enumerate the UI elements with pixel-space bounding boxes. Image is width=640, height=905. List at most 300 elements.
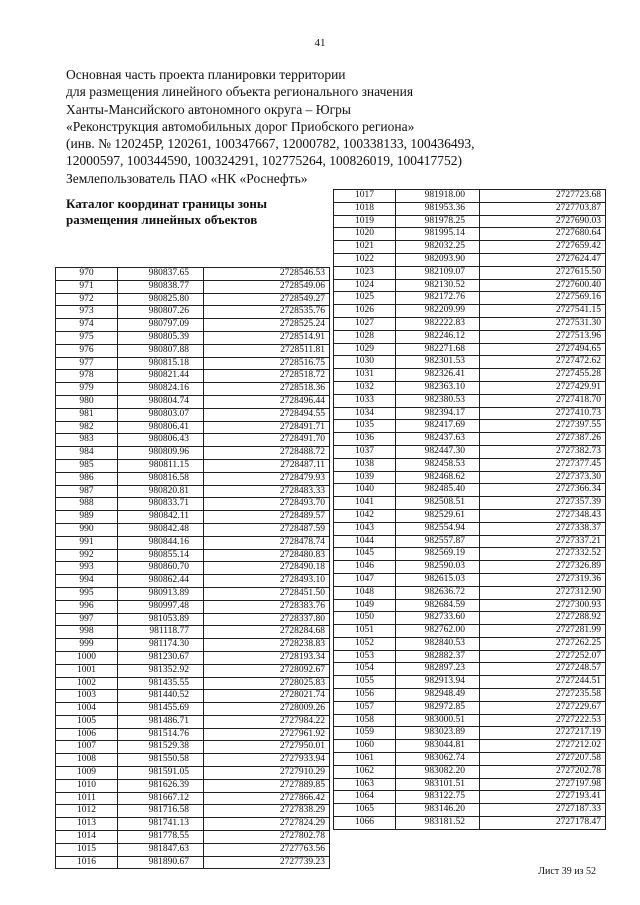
point-number-cell: 979 xyxy=(56,383,118,396)
table-row xyxy=(56,843,330,856)
y-coordinate-cell: 2728549.06 xyxy=(204,280,330,293)
x-coordinate-cell: 982394.17 xyxy=(396,407,480,420)
table-row xyxy=(56,562,330,575)
point-number-cell: 1006 xyxy=(56,728,118,741)
x-coordinate-cell: 981174.30 xyxy=(118,639,204,652)
y-coordinate-cell: 2727472.62 xyxy=(480,356,606,369)
point-number-cell: 1050 xyxy=(334,612,396,625)
table-row xyxy=(334,650,606,663)
point-number-cell: 1000 xyxy=(56,651,118,664)
point-number-cell: 978 xyxy=(56,370,118,383)
table-row xyxy=(56,280,330,293)
table-row xyxy=(334,292,606,305)
point-number-cell: 1035 xyxy=(334,420,396,433)
table-row xyxy=(56,779,330,792)
y-coordinate-cell: 2727494.65 xyxy=(480,343,606,356)
point-number-cell: 990 xyxy=(56,523,118,536)
x-coordinate-cell: 980797.09 xyxy=(118,319,204,332)
y-coordinate-cell: 2728487.11 xyxy=(204,459,330,472)
point-number-cell: 1048 xyxy=(334,586,396,599)
y-coordinate-cell: 2728480.83 xyxy=(204,549,330,562)
y-coordinate-cell: 2728337.80 xyxy=(204,613,330,626)
x-coordinate-cell: 982840.53 xyxy=(396,637,480,650)
y-coordinate-cell: 2728491.70 xyxy=(204,434,330,447)
x-coordinate-cell: 982271.68 xyxy=(396,343,480,356)
y-coordinate-cell: 2728496.44 xyxy=(204,395,330,408)
y-coordinate-cell: 2727348.43 xyxy=(480,509,606,522)
x-coordinate-cell: 980855.14 xyxy=(118,549,204,562)
x-coordinate-cell: 982447.30 xyxy=(396,445,480,458)
table-row xyxy=(334,202,606,215)
point-number-cell: 1064 xyxy=(334,791,396,804)
table-row xyxy=(56,613,330,626)
x-coordinate-cell: 980815.18 xyxy=(118,357,204,370)
x-coordinate-cell: 980913.89 xyxy=(118,587,204,600)
table-row xyxy=(334,663,606,676)
x-coordinate-cell: 981778.55 xyxy=(118,831,204,844)
point-number-cell: 1041 xyxy=(334,497,396,510)
point-number-cell: 1004 xyxy=(56,703,118,716)
x-coordinate-cell: 981053.89 xyxy=(118,613,204,626)
x-coordinate-cell: 982485.40 xyxy=(396,484,480,497)
point-number-cell: 983 xyxy=(56,434,118,447)
y-coordinate-cell: 2728025.83 xyxy=(204,677,330,690)
x-coordinate-cell: 982326.41 xyxy=(396,369,480,382)
header-line: (инв. № 120245Р, 120261, 100347667, 12000782, 100338133, 100436493, xyxy=(66,136,475,152)
table-row xyxy=(334,637,606,650)
table-row xyxy=(334,548,606,561)
y-coordinate-cell: 2727212.02 xyxy=(480,740,606,753)
x-coordinate-cell: 982246.12 xyxy=(396,330,480,343)
x-coordinate-cell: 980811.15 xyxy=(118,459,204,472)
catalog-title xyxy=(66,196,316,228)
point-number-cell: 973 xyxy=(56,306,118,319)
y-coordinate-cell: 2727248.57 xyxy=(480,663,606,676)
table-row xyxy=(56,792,330,805)
x-coordinate-cell: 983122.75 xyxy=(396,791,480,804)
y-coordinate-cell: 2727187.33 xyxy=(480,804,606,817)
y-coordinate-cell: 2727763.56 xyxy=(204,843,330,856)
point-number-cell: 1036 xyxy=(334,433,396,446)
x-coordinate-cell: 980838.77 xyxy=(118,280,204,293)
point-number-cell: 987 xyxy=(56,485,118,498)
table-row xyxy=(334,433,606,446)
table-row xyxy=(334,740,606,753)
point-number-cell: 1063 xyxy=(334,778,396,791)
point-number-cell: 998 xyxy=(56,626,118,639)
point-number-cell: 1024 xyxy=(334,279,396,292)
point-number-cell: 1030 xyxy=(334,356,396,369)
point-number-cell: 988 xyxy=(56,498,118,511)
x-coordinate-cell: 982733.60 xyxy=(396,612,480,625)
table-row xyxy=(334,445,606,458)
y-coordinate-cell: 2728493.10 xyxy=(204,575,330,588)
y-coordinate-cell: 2727193.41 xyxy=(480,791,606,804)
x-coordinate-cell: 983044.81 xyxy=(396,740,480,753)
point-number-cell: 1032 xyxy=(334,381,396,394)
y-coordinate-cell: 2728514.91 xyxy=(204,331,330,344)
y-coordinate-cell: 2727319.36 xyxy=(480,573,606,586)
y-coordinate-cell: 2727382.73 xyxy=(480,445,606,458)
table-row xyxy=(56,485,330,498)
table-row xyxy=(334,266,606,279)
point-number-cell: 1039 xyxy=(334,471,396,484)
y-coordinate-cell: 2727889.85 xyxy=(204,779,330,792)
point-number-cell: 980 xyxy=(56,395,118,408)
point-number-cell: 996 xyxy=(56,600,118,613)
y-coordinate-cell: 2727207.58 xyxy=(480,753,606,766)
y-coordinate-cell: 2727910.29 xyxy=(204,767,330,780)
table-row xyxy=(334,343,606,356)
y-coordinate-cell: 2727373.30 xyxy=(480,471,606,484)
point-number-cell: 982 xyxy=(56,421,118,434)
table-row xyxy=(334,714,606,727)
table-row xyxy=(56,331,330,344)
table-row xyxy=(56,434,330,447)
table-row xyxy=(334,497,606,510)
table-row xyxy=(56,703,330,716)
table-row xyxy=(56,357,330,370)
y-coordinate-cell: 2727281.99 xyxy=(480,625,606,638)
x-coordinate-cell: 981918.00 xyxy=(396,190,480,203)
x-coordinate-cell: 980833.71 xyxy=(118,498,204,511)
y-coordinate-cell: 2727312.90 xyxy=(480,586,606,599)
point-number-cell: 1025 xyxy=(334,292,396,305)
table-row xyxy=(334,241,606,254)
x-coordinate-cell: 981995.14 xyxy=(396,228,480,241)
catalog-title-line: размещения линейных объектов xyxy=(66,212,258,227)
point-number-cell: 1046 xyxy=(334,561,396,574)
y-coordinate-cell: 2727455.28 xyxy=(480,369,606,382)
point-number-cell: 1013 xyxy=(56,818,118,831)
x-coordinate-cell: 982130.52 xyxy=(396,279,480,292)
point-number-cell: 977 xyxy=(56,357,118,370)
table-row xyxy=(334,215,606,228)
table-row xyxy=(334,535,606,548)
y-coordinate-cell: 2727659.42 xyxy=(480,241,606,254)
x-coordinate-cell: 983023.89 xyxy=(396,727,480,740)
table-row xyxy=(56,459,330,472)
y-coordinate-cell: 2728451.50 xyxy=(204,587,330,600)
page-number: 41 xyxy=(314,37,326,49)
point-number-cell: 975 xyxy=(56,331,118,344)
table-row xyxy=(334,394,606,407)
y-coordinate-cell: 2727615.50 xyxy=(480,266,606,279)
table-row xyxy=(334,381,606,394)
x-coordinate-cell: 982590.03 xyxy=(396,561,480,574)
table-row xyxy=(334,458,606,471)
table-row xyxy=(334,804,606,817)
x-coordinate-cell: 980860.70 xyxy=(118,562,204,575)
y-coordinate-cell: 2728490.18 xyxy=(204,562,330,575)
x-coordinate-cell: 982948.49 xyxy=(396,689,480,702)
table-row xyxy=(334,253,606,266)
table-row xyxy=(56,600,330,613)
point-number-cell: 1029 xyxy=(334,343,396,356)
coordinates-table-right xyxy=(333,189,606,830)
y-coordinate-cell: 2727680.64 xyxy=(480,228,606,241)
table-row xyxy=(56,587,330,600)
table-row xyxy=(56,447,330,460)
table-row xyxy=(334,727,606,740)
y-coordinate-cell: 2727933.94 xyxy=(204,754,330,767)
point-number-cell: 1040 xyxy=(334,484,396,497)
point-number-cell: 1066 xyxy=(334,817,396,830)
point-number-cell: 1051 xyxy=(334,625,396,638)
y-coordinate-cell: 2727541.15 xyxy=(480,305,606,318)
y-coordinate-cell: 2727513.96 xyxy=(480,330,606,343)
point-number-cell: 1033 xyxy=(334,394,396,407)
point-number-cell: 1037 xyxy=(334,445,396,458)
y-coordinate-cell: 2727326.89 xyxy=(480,561,606,574)
y-coordinate-cell: 2728494.55 xyxy=(204,408,330,421)
x-coordinate-cell: 981847.63 xyxy=(118,843,204,856)
point-number-cell: 1042 xyxy=(334,509,396,522)
table-row xyxy=(334,586,606,599)
y-coordinate-cell: 2728518.36 xyxy=(204,383,330,396)
x-coordinate-cell: 980825.80 xyxy=(118,293,204,306)
x-coordinate-cell: 982554.94 xyxy=(396,522,480,535)
point-number-cell: 992 xyxy=(56,549,118,562)
table-row xyxy=(334,228,606,241)
x-coordinate-cell: 983062.74 xyxy=(396,753,480,766)
point-number-cell: 985 xyxy=(56,459,118,472)
point-number-cell: 1062 xyxy=(334,765,396,778)
x-coordinate-cell: 981118.77 xyxy=(118,626,204,639)
point-number-cell: 1003 xyxy=(56,690,118,703)
y-coordinate-cell: 2727178.47 xyxy=(480,817,606,830)
point-number-cell: 1002 xyxy=(56,677,118,690)
point-number-cell: 991 xyxy=(56,536,118,549)
table-row xyxy=(334,676,606,689)
table-row xyxy=(56,268,330,281)
point-number-cell: 1020 xyxy=(334,228,396,241)
x-coordinate-cell: 981890.67 xyxy=(118,856,204,869)
point-number-cell: 1014 xyxy=(56,831,118,844)
header-line: 12000597, 100344590, 100324291, 102775264, 100826019, 100417752) xyxy=(66,153,462,169)
x-coordinate-cell: 981440.52 xyxy=(118,690,204,703)
x-coordinate-cell: 983082.20 xyxy=(396,765,480,778)
y-coordinate-cell: 2728488.72 xyxy=(204,447,330,460)
point-number-cell: 986 xyxy=(56,472,118,485)
y-coordinate-cell: 2727950.01 xyxy=(204,741,330,754)
x-coordinate-cell: 982569.19 xyxy=(396,548,480,561)
y-coordinate-cell: 2727338.37 xyxy=(480,522,606,535)
table-row xyxy=(334,407,606,420)
table-row xyxy=(334,369,606,382)
x-coordinate-cell: 982380.53 xyxy=(396,394,480,407)
y-coordinate-cell: 2727600.40 xyxy=(480,279,606,292)
x-coordinate-cell: 980821.44 xyxy=(118,370,204,383)
table-row xyxy=(56,767,330,780)
y-coordinate-cell: 2727824.29 xyxy=(204,818,330,831)
point-number-cell: 972 xyxy=(56,293,118,306)
y-coordinate-cell: 2728489.57 xyxy=(204,511,330,524)
table-row xyxy=(334,484,606,497)
y-coordinate-cell: 2727337.21 xyxy=(480,535,606,548)
table-row xyxy=(334,471,606,484)
table-row xyxy=(56,511,330,524)
y-coordinate-cell: 2728193.34 xyxy=(204,651,330,664)
x-coordinate-cell: 982508.51 xyxy=(396,497,480,510)
x-coordinate-cell: 982109.07 xyxy=(396,266,480,279)
point-number-cell: 970 xyxy=(56,268,118,281)
y-coordinate-cell: 2727838.29 xyxy=(204,805,330,818)
point-number-cell: 1015 xyxy=(56,843,118,856)
x-coordinate-cell: 980842.48 xyxy=(118,523,204,536)
header-line: Землепользователь ПАО «НК «Роснефть» xyxy=(66,170,308,186)
x-coordinate-cell: 981529.38 xyxy=(118,741,204,754)
point-number-cell: 1053 xyxy=(334,650,396,663)
x-coordinate-cell: 980824.16 xyxy=(118,383,204,396)
point-number-cell: 1027 xyxy=(334,317,396,330)
x-coordinate-cell: 982615.03 xyxy=(396,573,480,586)
y-coordinate-cell: 2727866.42 xyxy=(204,792,330,805)
x-coordinate-cell: 981352.92 xyxy=(118,664,204,677)
table-row xyxy=(56,575,330,588)
point-number-cell: 1017 xyxy=(334,190,396,203)
table-row xyxy=(56,370,330,383)
y-coordinate-cell: 2727366.34 xyxy=(480,484,606,497)
point-number-cell: 995 xyxy=(56,587,118,600)
x-coordinate-cell: 980844.16 xyxy=(118,536,204,549)
x-coordinate-cell: 982172.76 xyxy=(396,292,480,305)
y-coordinate-cell: 2727244.51 xyxy=(480,676,606,689)
point-number-cell: 1009 xyxy=(56,767,118,780)
y-coordinate-cell: 2727229.67 xyxy=(480,701,606,714)
point-number-cell: 1049 xyxy=(334,599,396,612)
x-coordinate-cell: 982913.94 xyxy=(396,676,480,689)
y-coordinate-cell: 2727723.68 xyxy=(480,190,606,203)
point-number-cell: 1060 xyxy=(334,740,396,753)
point-number-cell: 1031 xyxy=(334,369,396,382)
y-coordinate-cell: 2728546.53 xyxy=(204,268,330,281)
point-number-cell: 1059 xyxy=(334,727,396,740)
y-coordinate-cell: 2728483.33 xyxy=(204,485,330,498)
x-coordinate-cell: 982897.23 xyxy=(396,663,480,676)
y-coordinate-cell: 2728535.76 xyxy=(204,306,330,319)
point-number-cell: 981 xyxy=(56,408,118,421)
point-number-cell: 1058 xyxy=(334,714,396,727)
x-coordinate-cell: 980809.96 xyxy=(118,447,204,460)
table-row xyxy=(56,728,330,741)
table-row xyxy=(56,754,330,767)
table-row xyxy=(56,626,330,639)
point-number-cell: 1043 xyxy=(334,522,396,535)
point-number-cell: 971 xyxy=(56,280,118,293)
x-coordinate-cell: 980803.07 xyxy=(118,408,204,421)
point-number-cell: 997 xyxy=(56,613,118,626)
y-coordinate-cell: 2727262.25 xyxy=(480,637,606,650)
table-row xyxy=(56,690,330,703)
table-row xyxy=(56,421,330,434)
y-coordinate-cell: 2727569.16 xyxy=(480,292,606,305)
table-row xyxy=(334,701,606,714)
x-coordinate-cell: 981953.36 xyxy=(396,202,480,215)
table-row xyxy=(334,420,606,433)
table-row xyxy=(334,753,606,766)
y-coordinate-cell: 2727429.91 xyxy=(480,381,606,394)
header-line: для размещения линейного объекта регионального значения xyxy=(66,84,414,100)
table-row xyxy=(334,778,606,791)
x-coordinate-cell: 981486.71 xyxy=(118,715,204,728)
table-row xyxy=(56,383,330,396)
point-number-cell: 1008 xyxy=(56,754,118,767)
x-coordinate-cell: 980816.58 xyxy=(118,472,204,485)
x-coordinate-cell: 982209.99 xyxy=(396,305,480,318)
point-number-cell: 1007 xyxy=(56,741,118,754)
table-row xyxy=(334,689,606,702)
table-row xyxy=(56,319,330,332)
x-coordinate-cell: 982222.83 xyxy=(396,317,480,330)
table-row xyxy=(334,317,606,330)
y-coordinate-cell: 2728511.81 xyxy=(204,344,330,357)
point-number-cell: 1011 xyxy=(56,792,118,805)
y-coordinate-cell: 2727252.07 xyxy=(480,650,606,663)
table-row xyxy=(56,818,330,831)
x-coordinate-cell: 982458.53 xyxy=(396,458,480,471)
x-coordinate-cell: 981667.12 xyxy=(118,792,204,805)
y-coordinate-cell: 2727739.23 xyxy=(204,856,330,869)
x-coordinate-cell: 981514.76 xyxy=(118,728,204,741)
y-coordinate-cell: 2728383.76 xyxy=(204,600,330,613)
point-number-cell: 1022 xyxy=(334,253,396,266)
x-coordinate-cell: 981978.25 xyxy=(396,215,480,228)
point-number-cell: 1061 xyxy=(334,753,396,766)
x-coordinate-cell: 981550.58 xyxy=(118,754,204,767)
y-coordinate-cell: 2728238.83 xyxy=(204,639,330,652)
y-coordinate-cell: 2727357.39 xyxy=(480,497,606,510)
x-coordinate-cell: 980807.26 xyxy=(118,306,204,319)
y-coordinate-cell: 2728525.24 xyxy=(204,319,330,332)
y-coordinate-cell: 2727222.53 xyxy=(480,714,606,727)
table-row xyxy=(56,344,330,357)
y-coordinate-cell: 2727300.93 xyxy=(480,599,606,612)
table-row xyxy=(56,395,330,408)
point-number-cell: 1010 xyxy=(56,779,118,792)
x-coordinate-cell: 983146.20 xyxy=(396,804,480,817)
table-row xyxy=(334,279,606,292)
y-coordinate-cell: 2727961.92 xyxy=(204,728,330,741)
x-coordinate-cell: 982762.00 xyxy=(396,625,480,638)
point-number-cell: 1026 xyxy=(334,305,396,318)
y-coordinate-cell: 2728516.75 xyxy=(204,357,330,370)
table-row xyxy=(56,472,330,485)
x-coordinate-cell: 980805.39 xyxy=(118,331,204,344)
point-number-cell: 1019 xyxy=(334,215,396,228)
x-coordinate-cell: 980806.41 xyxy=(118,421,204,434)
y-coordinate-cell: 2727397.55 xyxy=(480,420,606,433)
table-row xyxy=(334,509,606,522)
x-coordinate-cell: 983101.51 xyxy=(396,778,480,791)
table-row xyxy=(334,599,606,612)
table-row xyxy=(56,498,330,511)
table-row xyxy=(56,856,330,869)
table-row xyxy=(56,639,330,652)
y-coordinate-cell: 2727624.47 xyxy=(480,253,606,266)
table-row xyxy=(334,305,606,318)
y-coordinate-cell: 2728284.68 xyxy=(204,626,330,639)
y-coordinate-cell: 2728478.74 xyxy=(204,536,330,549)
point-number-cell: 1054 xyxy=(334,663,396,676)
header-line: Основная часть проекта планировки территории xyxy=(66,67,346,82)
x-coordinate-cell: 980807.88 xyxy=(118,344,204,357)
point-number-cell: 1055 xyxy=(334,676,396,689)
y-coordinate-cell: 2727217.19 xyxy=(480,727,606,740)
y-coordinate-cell: 2728021.74 xyxy=(204,690,330,703)
point-number-cell: 974 xyxy=(56,319,118,332)
x-coordinate-cell: 982417.69 xyxy=(396,420,480,433)
